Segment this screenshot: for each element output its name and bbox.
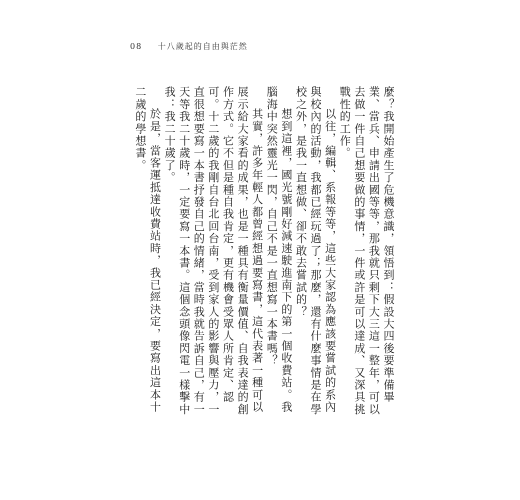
paragraph: 以往，編輯、系報等等，這些大家認為應該要嘗試的系內與校內的活動，我都已經玩過了；那麼，還有什麼事情是在學校之外，是我一直想做、卻不敢去嘗試的？ [294,86,337,416]
vertical-text-body [133,86,395,416]
page-number: 08 [130,42,143,51]
running-title: 十八歲起的自由與茫然 [157,42,248,51]
paragraph: 想到這裡，國光號剛好減速駛進南下的第一個收費站。我腦海中突然靈光一閃，自己不是一直想寫一本書嗎？ [265,86,293,413]
paragraph: 於是，當客運抵達收費站時，我已經決定，要寫出這本十二歲的學想書。 [133,86,162,413]
paragraph: 其實，許多年輕人都曾經想過要寫書，這代表著一種可以展示給大家看的成果，也是一種具有衡量價值、自我表達的創作方式。它不但是種自我肯定，更有機會受眾人所肯定、認可。十二歲的我剛自台北回台南，受到家人的影響與壓力，一直很想要寫一本書抒發自己的情緒，當時我就告訴自己，有一天等我二十歲時，一定要寫一本書。這個念頭像閃電一樣擊中我：我二十歲了。 [163,86,264,416]
paragraph: 麼？我開始產生了危機意識，領悟到：假設大四後要準備畢業、當兵、申請出國等等，那我就只剩下大三這一整年，可以去做一件自己想要做的事情，一件或許是可以達成、又深具挑戰性的工作。 [338,86,395,416]
page-header [130,41,248,52]
